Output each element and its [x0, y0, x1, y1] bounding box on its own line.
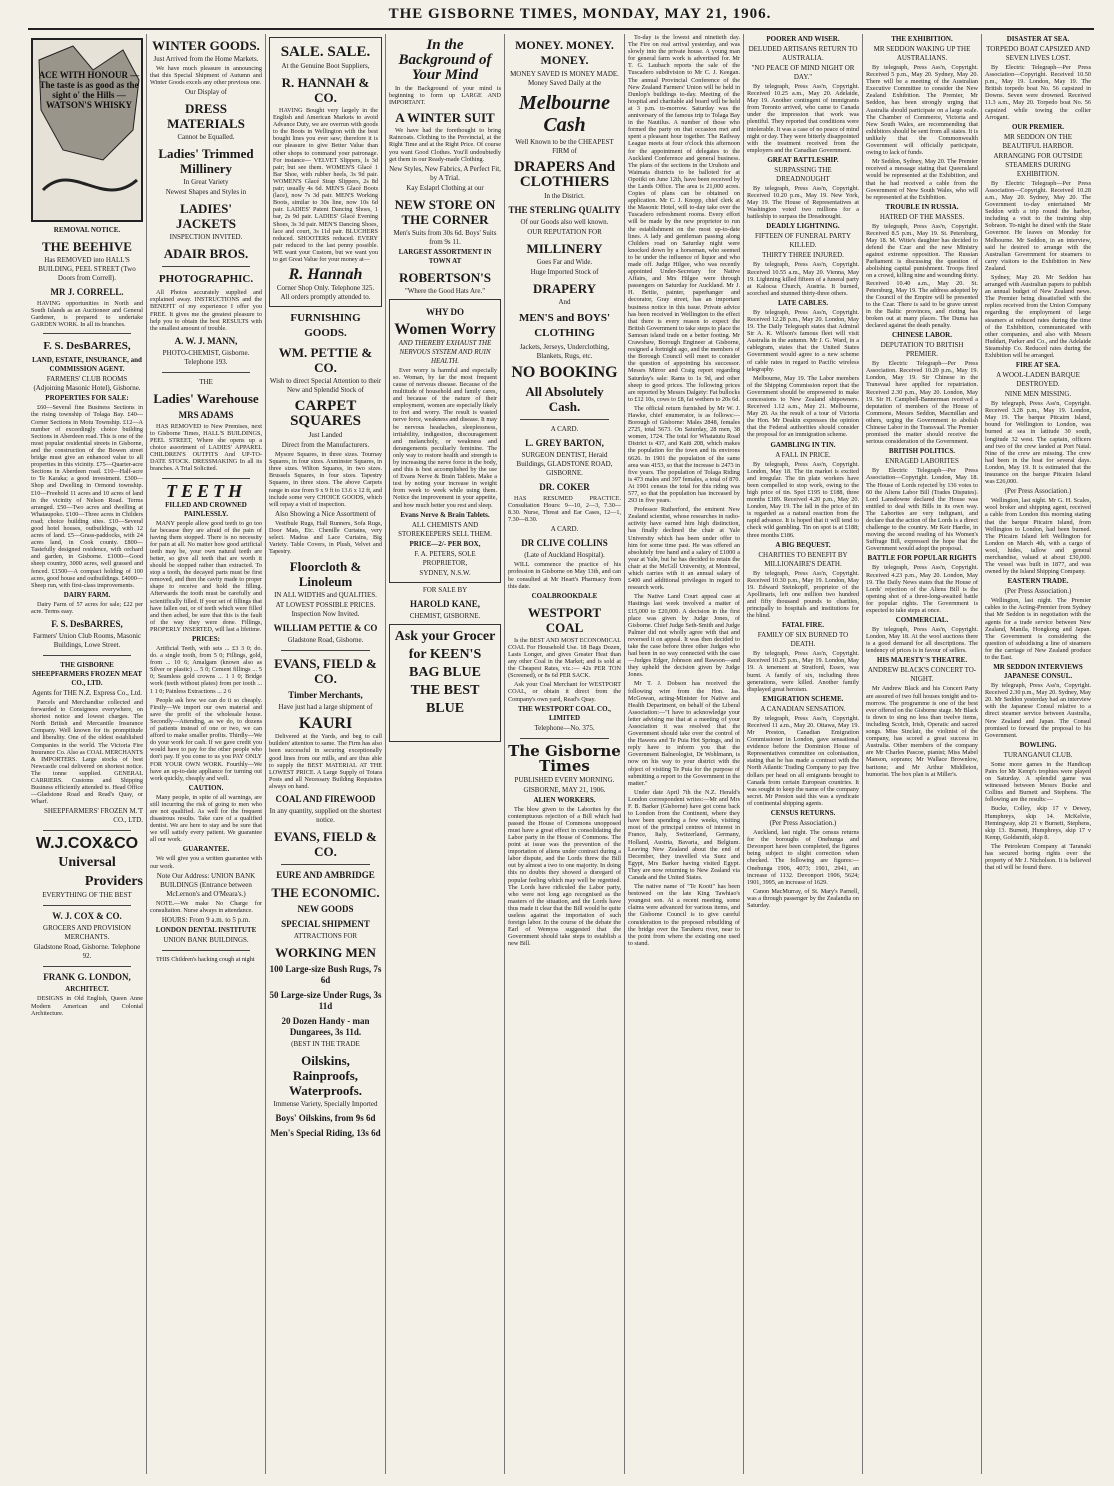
bequest-sub: CHARITIES TO BENEFIT BY MILLIONAIRE'S DEATH. [758, 550, 848, 568]
kauri-sub: Have just had a large shipment of [278, 703, 373, 712]
dairy-heading: DAIRY FARM. [63, 590, 111, 599]
removal-heading: REMOVAL NOTICE. [53, 226, 121, 234]
guarantee-heading: GUARANTEE. [182, 845, 230, 854]
barton-heading: L. GREY BARTON, [525, 438, 604, 448]
whisky-advert-logo [31, 38, 143, 222]
published-text: PUBLISHED EVERY MORNING. [514, 775, 615, 784]
mac-text: Canon MacMurray, of St. Mary's Parnell, was a through passenger by the Zealandia on Saturday. [747, 887, 859, 909]
hours-text: HOURS: From 9 a.m. to 5 p.m. [161, 915, 251, 924]
collins-sub: (Late of Auckland Hospital). [524, 551, 605, 560]
fire-sub: FAMILY OF SIX BURNED TO DEATH. [757, 631, 849, 649]
special-heading: SPECIAL SHIPMENT [281, 919, 370, 930]
politics-sub: ENRAGED LABORITES [885, 457, 959, 466]
cables-text: By telegraph, Press Ass'n, Copyright. Received 12.28 p.m., May 20. London, May 19. The Daily Telegraph states that Admiral Sir A. K. Wilson's famous fleet will visit Australia in the autumn. Mr J. G. Ward, in a cablegram, states that the United States Government would agree to a new scheme of cable rates in regard to Pacific wireless telegraphy. [747, 308, 859, 373]
ldi-sub: UNION BANK BUILDINGS. [163, 935, 249, 944]
russia-heading: TROUBLE IN RUSSIA. [885, 202, 959, 211]
chinese-text: By Electric Telegraph—Per Press Association. Received 10.20 p.m., May 19. London, May 19. Sir Chinese in the Transvaal have applied for repatriation. Received 2.30 p.m., May 20. London, May 19. Sir H. Campbell-Bannerman received a deputation of members of the House of Commons, Messrs Seddon, Macmillan and others, urging the Government to abolish Chinese Labor in the Transvaal. The Premier promised the matter should receive the serious consideration of the Government. [866, 360, 978, 446]
column-2 [147, 34, 265, 1474]
universal-heading: Universal [58, 855, 116, 871]
sheepfarmers-sign: SHEEPFARMERS' FROZEN M.'T CO., LTD. [43, 807, 143, 825]
cheapest-text: Well Known to be the CHEAPEST FIRM of [515, 138, 614, 155]
theatre-sub: ANDREW BLACK'S CONCERT TO-NIGHT. [867, 666, 977, 684]
best-text: (BEST IN THE TRADE [291, 1040, 360, 1049]
bowling-text: Some more games in the Handicap Pairs for Mr Kemp's trophies were played on Saturday. A splendid game was witnessed between Messrs Bucke and Collins and Burnett and Stephens. The following are the results:— [985, 760, 1091, 804]
cash-heading: All Absolutely Cash. [525, 384, 604, 414]
column-6 [625, 34, 743, 1474]
bush-rugs: 100 Large-size Bush Rugs, 7s 6d [269, 964, 382, 986]
background-heading: In the Background of Your Mind [398, 37, 492, 83]
caution-heading: CAUTION. [188, 783, 224, 792]
cables-text2: Melbourne, May 19. The Labor members of the Shipping Commission report that the Government should be empowered to make concessions to New Zealand shipowners. Received 1.12 a.m., May 21. Melbourne, May 20. As the result of a tour of Victoria the Hon. Mr Deakin expresses the opinion that the Federal authorities should consider the proposal for an immigration scheme. [747, 374, 859, 439]
properties-heading: PROPERTIES FOR SALE: [45, 394, 129, 403]
women-heading: Women Worry [394, 320, 496, 338]
kauri-text: Delivered at the Yards, and beg to call builders' attention to same. The Firm has also been successful in securing exceptionally good lines from our mills, and are thus able to supply the BEST MATERIAL AT THE LOWEST PRICE. A Large Supply of Totara Posts and all Necessary Building Requisites always on hand. [269, 733, 382, 790]
adams-text: HAS REMOVED to New Premises, next to Gisborne Times, HALL'S BUILDINGS, PEEL STREET, Where she opens up a choice assortment of LADIES' APPAREL CHILDREN'S OUTFITS And UP-TO-DATE STOCK. DRESSMAKING In all its branches. A Trial Solicited. [150, 422, 262, 473]
corner-text: Corner Shop Only. Telephone 325. All orders promptly attended to. [276, 284, 375, 302]
press-association-text: Wellington, last night. Mr G. H. Scales, wool broker and shipping agent, received a cable from London this morning stating that the barque Pitcairn Island, from Wellington to London, had been burned. The Pitcairn Island left Wellington for London on March 4th, with a cargo of wool, hides, tallow and general merchandise, valued at about £30,000. The vessel was built in 1877, and was owned by the Island Shipping Company. [985, 497, 1091, 576]
disaster-text: By Electric Telegraph—Per Press Association—Copyright. Received 10.50 p.m., May 19. London, May 19. The British torpedo boat No. 56 capsized in Downs. Seven were drowned. Received 11.3 a.m., May 20. Torpedo boat No. 56 capsized while towing the collier Arrogant. [985, 64, 1091, 121]
floorcloth-heading: Floorcloth & Linoleum [289, 559, 362, 590]
drapers-heading: DRAPERS And CLOTHIERS [513, 159, 616, 190]
commercial-text: By telegraph, Press Ass'n, Copyright. London, May 18. At the wool auctions there is a good demand for all descriptions. The tendency of prices is in favour of sellers. [866, 626, 978, 655]
attractions-text: ATTRACTIONS FOR [293, 932, 358, 941]
suit-sub: New Styles, New Fabrics, A Perfect Fit, by A Trial. [389, 164, 501, 182]
lightning-heading: DEADLY LIGHTNING. [766, 222, 840, 231]
teeth-sub: FILLED AND CROWNED PAINLESSLY. [165, 500, 247, 518]
ldi-heading: LONDON DENTAL INSTITUTE [155, 925, 257, 934]
also-list: Vestibule Rugs, Hall Runners, Sofa Rugs, Door Mats, Etc. Chenille Curtains, very select. Madras and Lace Curtains, Big Variety. Table Covers, in Plush, Velvet and Tapestry. [269, 519, 382, 556]
inspection-text: INSPECTION INVITED. [169, 233, 243, 242]
consul-heading: MR SEDDON INTERVIEWS JAPANESE CONSUL. [993, 663, 1083, 681]
column-4 [386, 34, 504, 1474]
poorer-sub2: "NO PEACE OF MIND NIGHT OR DAY." [751, 64, 855, 81]
battleship-text: By telegraph, Press Ass'n, Copyright. Received 10.20 p.m., May 19. New York, May 19. The House of Representatives at Washington voted two millions for a battleship to surpass the Dreadnought. [747, 184, 859, 221]
new-store-text: Men's Suits from 30s 6d. Boys' Suits from 9s 11. [393, 228, 497, 246]
working-heading: WORKING MEN [275, 945, 376, 961]
politics-text: By Electric Telegraph—Per Press Association—Copyright. London, May 18. The House of Lords rejected by 136 votes to 60 the Aliens Labor Bill (Trades Disputes). Lord Lansdowne declared the House was entitled to deal with Bills in its own way. The Laborites are very indignant, and declare that the action of the Lords is a direct challenge to the country. Mr Keir Hardie, in moving the second reading of his Women's Suffrage Bill, expressed the hope that the Government would adopt the proposal. [866, 467, 978, 553]
hannah-heading: R. HANNAH & CO. [281, 75, 370, 105]
fire-at-sea-sub2: NINE MEN MISSING. [1004, 390, 1072, 399]
gambling-text: By telegraph, Press Ass'n, Copyright. London, May 18. The tin market is excited and irregular. The tin plate workers have been compelled to stop work, owing to the high price of tin. Spot £195 to £188, three months £189. Received 4.20 p.m., May 20. London, May 19. The fall in the price of tin is regarded as a natural reaction from the rapid advance. It is hoped that it will tend to check wild gambling. Tin on spot is at £188; three months £186. [747, 460, 859, 539]
keens-advert: Ask your Grocer for KEEN'S BAG BLUE THE BEST BLUE [389, 624, 501, 742]
eastern-heading: EASTERN TRADE. [1007, 577, 1069, 586]
kay-text: Kay Eslaprl Clothing at our [406, 183, 484, 192]
date-text: GISBORNE, MAY 21, 1906. [523, 785, 606, 794]
display-text: Our Display of [185, 88, 227, 97]
floorcloth-sub: IN ALL WIDTHS and QUALITIES. [274, 591, 377, 600]
column-5 [505, 34, 624, 1474]
fire-heading: FATAL FIRE. [781, 621, 824, 630]
women-text: Ever worry is harmful and especially so. Woman, by far the most frequent cause of nervous disease. Because of the multitude of household and family cares, and because of the nature of their employment, women are especially likely to fret and worry. The result is wasted nerve force, weakness and disease. It may be nervous headaches, sleeplessness, irritability, indigestion, discouragement and melancholy, or weakness and derangements peculiarly feminine. The only way to restore health and strength is by increasing the nerve force in the body, and this is best accomplished by the use of Evans Nerve & Brain Tablets. Make a test by noting your increase in weight from week to week while using them. Notice the improvement in your appetite, and how much better you rest and sleep. [393, 366, 497, 509]
also-text: Also Showing a Nice Assortment of [275, 509, 376, 518]
separator [520, 738, 609, 739]
prices-heading: PRICES: [191, 635, 220, 643]
crowns-text: People ask how we can do it so cheaply. Firstly—We import our own material and save the profit of the wholesale house. Secondly—Attending, as we do, to dozens of patients instead of one or two, we can afford to make smaller profits. Thirdly—We do your work for cash. If we gave credit you would have to pay for the other people who don't pay. If you come to us you PAY ONLY FOR YOUR OWN WORK. Fourthly—We have an up-to-date appliance for turning out work quickly, cheaply and well. [150, 696, 262, 782]
pettie-sub: Wish to direct Special Attention to their New and Splendid Stock of [269, 377, 382, 395]
premier-sub: MR SEDDON ON THE BEAUTIFUL HARBOR. [1002, 132, 1074, 150]
oilskins-sub3: Men's Special Riding, 13s 6d [270, 1128, 381, 1139]
coal-heading: COAL AND FIREWOOD [275, 794, 376, 805]
dress-heading: DRESS MATERIALS [167, 101, 245, 132]
sheepfarmers-sub: Agents for THE N.Z. Express Co., Ltd. [31, 689, 143, 697]
evans2-heading: EVANS, FIELD & CO. [274, 829, 377, 860]
times-heading: The Gisborne Times [508, 741, 621, 775]
news-text-2: The official return furnished by Mr W. J. Hawke, chief enumerator, is as follows:—Borough of Gisborne: Males 2848, females 2725, total 5673. On Saturday, 28 men, 38 women, 1724. The total for Whatatutu Road District is 437, and Kaiti 208, which makes the population for the town and its environs 6626. In 1901 the population of the same area was 4153, so that the increase is 2473 in five years. The population of Tolaga Riding is 473 males and 397 females, a total of 870. At 1901 census the total for this riding was 577, so that the population has increased by 293 in five years. [628, 404, 740, 505]
robertson-sub: "Where the Good Hats Are." [404, 286, 486, 295]
mann-sub: PHOTO-CHEMIST, Gisborne. Telephone 193. [162, 348, 250, 366]
westport-text: Is the BEST AND MOST ECONOMICAL COAL For Household Use. 18 Bags Dozen, Lasts Longer, and gives Greater Heat than any other Coal in the Market; and is sold at the Cheapest Rates, viz.:— 42s PER TON (Screened), or 8s 6d PER SACK. [508, 636, 621, 680]
carpet-sub2: Direct from the Manufacturers. [281, 441, 370, 450]
cox2-heading: W. J. COX & CO. [52, 911, 122, 922]
beehive-heading: THE BEEHIVE [42, 239, 132, 254]
oilskins-sub: Immense Variety, Specially Imported [273, 1100, 378, 1109]
furnishing-heading: FURNISHING GOODS. [290, 312, 361, 340]
separator [43, 830, 131, 831]
winter-text: We have much pleasure in announcing that this Special Shipment of Autumn and Winter Goods excels any other previous one. [150, 65, 262, 87]
commercial-heading: COMMERCIAL. [895, 616, 949, 625]
battleship-sub: SURPASSING THE DREADNOUGHT [774, 165, 832, 183]
battle-text: By telegraph, Press Ass'n, Copyright. Received 4.23 p.m., May 20. London, May 19. The Daily News states that the House of Lords' rejection of the Aliens Bill is the opening shot of a three-long-awaited battle for popular rights. The Government is expected to take steps at once. [866, 564, 978, 614]
sheepfarmers-heading: THE GISBORNE SHEEPFARMERS FROZEN MEAT CO., LTD. [31, 661, 143, 687]
chemists-text: ALL CHEMISTS AND STOREKEEPERS SELL THEM. [398, 520, 492, 538]
winter-sub: Just Arrived from the Home Markets. [153, 55, 259, 63]
westport-tel: Telephone—No. 375. [534, 723, 595, 732]
bequest-heading: A BIG BEQUEST. [775, 540, 831, 549]
oilskins-heading: Oilskins, Rainproofs, Waterproofs. [288, 1053, 363, 1099]
timber-heading: Timber Merchants, [288, 690, 363, 701]
oilskins-sub2: Boys' Oilskins, from 9s 6d [275, 1113, 376, 1124]
barton-sub: SURGEON DENTIST, Heraid Buildings, GLADSTONE ROAD, GISBORNE. [516, 451, 613, 477]
lightning-sub: FIFTEEN OF FUNERAL PARTY KILLED. [754, 232, 852, 250]
our-reputation: OUR REPUTATION FOR [527, 228, 602, 236]
eastern-sub: (Per Press Association.) [1004, 587, 1072, 596]
coalbrookdale-heading: COALBROOKDALE [531, 591, 598, 600]
warehouse-heading: Ladies' Warehouse [153, 390, 259, 406]
theatre-text: Mr Andrew Black and his Concert Party are assured of two full houses tonight and to-morrow. The programme is one of the best ever offered on the Gisborne stage. Mr Black is down to sing no less than twelve items, including Scotch, Irish, Operatic and sacred songs. Miss Sinclair, the violinist of the company, has scored a great success in Australia. Other members of the company are Mr Charles Pascoe, pianist; Miss Mabel Manson, soprano; Mr Wallace Brownlow, baritone; and Mr Arthur Middleton, humorist. The box plan is at Miller's. [866, 685, 978, 778]
separator [43, 333, 131, 334]
fire-at-sea-heading: FIRE AT SEA. [1015, 361, 1061, 370]
news-text-7: The native name of "Te Kooti" has been bestowed on the late King Tawhiao's youngest son. At a recent meeting, some claims were advanced for various items, and the Gisborne Council is to give careful consideration to the proposed rebuilding of the bridge over the Taruheru river, near to the point from where the existing one used to stand. [628, 883, 740, 947]
separator [162, 478, 250, 479]
column-8 [863, 34, 981, 1474]
coker-text: HAS RESUMED PRACTICE. Consultation Hours: 9—10, 2—3, 7.30—8.30. Nurse, Threat and Ear Cases, 12—1, 7.30—8.30. [508, 495, 621, 524]
sterling-heading: THE STERLING QUALITY [508, 205, 621, 215]
ladies-sub: In Great Variety [183, 178, 229, 187]
poorer-text: By telegraph, Press Ass'n, Copyright. Received 10.25 a.m., May 20. Adelaide, May 19. Another contingent of immigrants from Toronto arrived, who came to Canada under the impression that work was plentiful. They reported that conditions were intolerable. It was a case of no peace of mind night or day. They were bitterly disappointed with the treatment received from the employers and the Canadian Government. [747, 83, 860, 154]
russia-text: By telegraph, Press Ass'n, Copyright. Received 8.5 p.m., May 19. St. Petersburg, May 18. M. Witte's daughter has decided to defend the Czar and the new Ministry against extreme opposition. The Russian Parliament is discussing the question of abolishing capital punishment. Troops fired on a crowd, killing nine and wounding thirty. Received 10.40 a.m., May 20. St. Petersburg, May 19. The address adopted by the Council of the Empire will be presented to the Czar. There is said to be grave unrest in the Baltic provinces, and rioting has broken out at many places. The Duma has declared against the death penalty. [866, 222, 978, 330]
whisky-logo-text: ACE WITH HONOUR — The taste is as good as the sight o' the Hills — WATSON'S WHISKY [38, 70, 140, 110]
exhibition-heading: THE EXHIBITION. [891, 35, 953, 43]
adair-heading: ADAIR BROS. [163, 246, 249, 262]
cables-heading: LATE CABLES. [777, 298, 829, 307]
masthead: THE GISBORNE TIMES, MONDAY, MAY 21, 1906. [388, 6, 772, 22]
emigration-heading: EMIGRATION SCHEME. [762, 694, 844, 703]
premier-text: By Electric Telegraph—Per Press Association—Copyright. Received 10.28 a.m., May 20. Sydney, May 20. The Government to-day entertained Mr Seddon with a trip round the harbor, including a visit to the training ship Sobraon. To-night he dined with the State Governor. He leaves on Monday for Melbourne. Mr Seddon, in an interview, said he desired to arrange with the Australian Government for steamers to carry visitors to the Exhibition in New Zealand. [985, 179, 1091, 272]
winter-goods-heading: WINTER GOODS. [152, 38, 260, 53]
bequest-text: By telegraph, Press Ass'n, Copyright. Received 10.30 p.m., May 19. London, May 19. Edward Steinkopff, proprietor of the Apollinaris, left one million two hundred and fifty thousand pounds to charities, principally to hospitals and institutions for the blind. [747, 569, 859, 620]
poorer-heading: POORER AND WISER. [766, 35, 840, 43]
press-association-label: (Per Press Association.) [1004, 487, 1072, 496]
collins-heading: DR CLIVE COLLINS [521, 538, 608, 549]
news-text-4: The Native Land Court appeal case at Hastings last week involved a matter of £15,000 to £20,000. A decision in the first place was given by Judge Jones, of Gisborne. Chief Judge Seth-Smith and Judge Palmer did not wholly agree with that and reversed it on appeal. It was then decided to take the case before three other Judges who had been in no way connected with the case—Judges Edger, Johnson and Rawson—and they upheld the decision given by Judge Jones. [628, 593, 740, 679]
russia-sub: HATRED OF THE MASSES. [879, 212, 965, 221]
kauri-heading: KAURI [298, 715, 353, 733]
melbourne-heading: Melbourne Cash [518, 92, 611, 136]
column-9 [982, 34, 1094, 1474]
huge-text: Huge Imported Stock of [530, 268, 599, 276]
hannah-text: HAVING Bought very largely in the English and American Markets to avoid Advance Duty, we are overrun with goods to the Boots in Wellington with the best bought lines you ever saw; therefore it is our pleasure to give Better Value than other shops to command your patronage. For instance— VELVET Slippers, ls 3d pair; but see them. WOMEN'S Glacé 1 Bar Shoe, with rubber heels, 3s 9d pair. WOMEN'S Glacé Strap Slippers, 2s 8d pair; usually 4s 6d. MEN'S Glacé Boots (lace), now 7s 3d pair. MEN'S Working Boots, similar to 30s line, now 10s 6d pair. LADIES' Patent Dancing Shoes, 1 bar, 2s 9d pair. LADIES' Glacé Evening Shoes, 3s 3d pair. MEN'S Dancing Shoes, lace and court, 3s 11d pair. BLUCHERS reduced. SHOOTERS reduced. EVERY pair reduced to the last penny possible. WE want your Custom, but we want you to get Great Value for your money at— [273, 107, 378, 263]
carpet-heading: CARPET SQUARES [290, 398, 361, 430]
dungarees: 20 Dozen Handy - man Dungarees, 3s 11d. [281, 1016, 370, 1038]
gambling-heading: GAMBLING IN TIN. [770, 440, 836, 449]
desbarres2-heading: F. S. DesBARRES, [51, 619, 123, 629]
column-7 [744, 34, 862, 1474]
eastern-text: Wellington, last night. The Premier cables to the Acting-Premier from Sydney that Mr Seddon is in negotiation with the agents for a trade service between New Zealand, Manila, Hongkong and Japan. The Government is considering the question of subsidising a line of steamers for the carriage of New Zealand produce to the East. [985, 597, 1091, 661]
lightning-text: By telegraph, Press Ass'n, Copyright. Received 10.55 a.m., May 20. Vienna, May 19. Lightning killed fifteen of a funeral party at Kalocsa Church, Austria. It burned, scorched and stunned thirty-three others. [747, 261, 859, 297]
ladies-heading: Ladies' Trimmed Millinery [158, 146, 254, 177]
mens-heading: MEN'S and BOYS' CLOTHING [518, 312, 611, 339]
separator [281, 864, 370, 865]
chinese-sub: DEPUTATION TO BRITISH PREMIER. [880, 341, 964, 359]
eure-heading: EURE AND AMBRIDGE [276, 870, 375, 881]
architect-heading: ARCHITECT. [65, 985, 109, 994]
fire-at-sea-sub: A WOOL-LADEN BARQUE DESTROYED. [996, 371, 1080, 389]
census-heading: CENSUS RETURNS. [770, 809, 836, 818]
dress-sub: Cannot be Equalled. [177, 133, 235, 142]
card-text: A CARD. [550, 425, 579, 433]
district-text: In the District. [544, 192, 585, 200]
guarantee-text: We will give you a written guarantee with our work. [150, 855, 262, 870]
poorer-sub: DELUDED ARTISANS RETURN TO AUSTRALIA. [748, 45, 858, 62]
money-heading: MONEY. MONEY. MONEY. [515, 38, 614, 67]
exhibition-text2: Mr Seddon, Sydney, May 20. The Premier received a message stating that Queensland would be represented at the Exhibition, and that he had received a cable from the Government of New South Wales, who will be represented at the Exhibition. [866, 158, 978, 201]
women-worry-advert [389, 299, 501, 583]
women-sub: AND THEREBY EXHAUST THE NERVOUS SYSTEM AND RUIN HEALTH. [398, 338, 492, 365]
photographic-text: All Photos accurately supplied and explained away. INSTRUCTIONS and the BENEFIT of my experience I offer you FREE. It gives me the greatest pleasure to help you to obtain the best RESULTS with the smallest amount of trouble. [150, 289, 262, 332]
alien-text: The blow given to the Laborites by the contemptuous rejection of a Bill which had passed the House of Commons unopposed must have a great effect in consolidating the Labor party in the House of Commons. The point at issue was the prevention of the importation of aliens under contract during a labor dispute, and the Lords threw the Bill out by almost a two to one majority. In doing this no doubts they showed a disregard of popular feeling which may well be regretted. The Lords have ridiculed the Labor party, who were not long ago recognised as the masters of the situation, and the Lords have thus made it clear that the Bill would be quite useless against the importation of such foreign labor. In the course of the debate the Earl of Wemyss suggested that the Government should take steps to establish a new Bill. [508, 805, 621, 948]
sheepfarmers-text: Parcels and Merchandise collected and forwarded to Consignees everywhere, on shortest notice and lowest charges. The North British and Mercantile Insurance Company. Well known for its promptitude and liberality. One of the oldest established Companies in the world. The Victoria Fire Insurance Co. Also as COAL MERCHANTS & IMPORTERS. Large stocks of best Newcastle coal delivered on shortest notice. The tonne supplied. GENERAL CARRIERS. Customs and Shipping Business efficiently attended to. Head Office—Gladstone Road and Read's Quay, or Wharf. [31, 699, 143, 806]
teeth-heading: TEETH [165, 480, 246, 501]
jackets-text: Jackets, Jerseys, Underclothing, Blankets, Rugs, etc. [519, 343, 610, 360]
premier-heading: OUR PREMIER. [1011, 122, 1065, 131]
bowling-heading: BOWLING. [1019, 740, 1057, 749]
exhibition-text: By telegraph, Press Ass'n, Copyright. Received 5 p.m., May 20. Sydney, May 20. There will be a meeting of the Australian Executive Committee to consider the New Zealand Exhibition. The Premier, Mr Seddon, has been strongly urging that Australia should participate on a large scale. The Chamber of Commerce, Victoria and New South Wales, are recommending that exhibitors should be sent from all states. It is unlikely that the Commonwealth Government will officially participate, owing to lack of funds. [866, 64, 978, 157]
desbarres2-sub: Farmers' Union Club Rooms, Masonic Buildings, Lowe Street. [32, 632, 141, 649]
economic-heading: THE ECONOMIC. [271, 885, 380, 901]
money-sub: MONEY SAVED IS MONEY MADE. Money Saved Daily at the [510, 70, 619, 87]
caution-text: Many people, in spite of all warnings, are still incurring the risk of going to men who are not qualified. As well for the frequent disastrous results. Take care of a qualified dentist. We are here to stay and be sure that we will satisfy every patient. We guarantee all our work. [150, 793, 262, 844]
petroleum-text: The Petroleum Company at Taranaki has secured boring rights over the property of Mr J. Nicholson. It is believed that oil will be found there. [985, 842, 1091, 872]
emigration-text: By telegraph, Press Ass'n, Copyright. Received 11 a.m., May 20. Ottawa, May 19. Mr Preston, Canadian Emigration Commissioner in London, gave sensational evidence before the Dominion House of Representatives committee on colonisation, stating that he has made a contract with the North Atlantic Trading Company to pay five dollars per head on all emigrants brought to Canada from certain European countries. It was sought to keep the name of the company secret. Mr Preston said this was a syndicate of continental shipping agents. [747, 714, 859, 807]
kane-heading: HAROLD KANE, [409, 598, 480, 609]
prices-text: Artificial Teeth, with sets ... £3 3 0; do. do. a single tooth, from 5 0; Fillings, gold, from ... 10 6; Amalgam (known also as Silver or plastic) ... 5 0; Cement fillings ... 5 0; Seamless gold crowns ... 1 1 0; Bridge work (teeth without plates) from per tooth ... 1 1 0; Painless Extractions ... 2 6 [150, 645, 262, 695]
card2-text: A CARD. [550, 525, 579, 534]
alien-heading: ALIEN WORKERS. [533, 795, 596, 804]
why-heading: WHY DO [426, 306, 464, 317]
lowest-text: AT LOWEST POSSIBLE PRICES. Inspection Now Invited. [275, 601, 376, 619]
census-text: Auckland, last night. The census returns for the boroughs of Onehunga and Devonport have been completed, the figures being subject to slight correction when checked. The following are figures:—Onehunga 1906, 4073; 1901, 2941, an increase of 1132. Devonport 1906, 5624; 1901, 3995, an increase of 1629. [747, 829, 859, 886]
coal-sub: In any quantity, supplied on the shortest notice. [269, 807, 382, 825]
separator [162, 372, 250, 373]
westport-text2: Ask your Coal Merchant for WESTPORT COAL, or obtain it direct from the Company's own yard, Read's Quay. [508, 681, 621, 703]
grocers-sub: Gladstone Road, Gisborne. Telephone 92. [33, 943, 141, 961]
grocers-text: GROCERS AND PROVISION MERCHANTS. [43, 924, 131, 942]
providers-heading: Providers [84, 874, 143, 890]
background-text: In the Background of your mind is beginning to form up LARGE AND IMPORTANT. [389, 85, 501, 107]
premier-text2: Sydney, May 20. Mr Seddon has arranged with Australian papers to publish an annual budget of New Zealand news. The Premier being dissatisfied with the replies received from the Union Company regarding the employment of large steamers at reduced rates during the time of the Exhibition, communicated with other companies, and also with Messrs Huddart, Parker and Co., and the Adelaide Steamship Co. Reduced rates during the Exhibition will be arranged. [985, 273, 1091, 359]
bottom-text: THIS Children's hacking cough at night [156, 955, 255, 963]
millinery-sub: Goes Far and Wide. [536, 258, 593, 266]
bowling-results: Bucke, Colley, skip 17 v Dewey, Humphreys, skip 14. McKelvie, Hemingway, skip 21 v Burnett, Stephens, skip 13. Burnett, Humphreys, skip 17 v Kemp, Goldsmith, skip 8. [985, 805, 1091, 841]
separator [520, 419, 609, 420]
london-heading: FRANK G. LONDON, [43, 972, 131, 983]
disaster-sub: TORPEDO BOAT CAPSIZED AND SEVEN LIVES LOST. [986, 45, 1090, 62]
mann-heading: A. W. J. MANN, [174, 335, 238, 346]
separator [43, 655, 131, 656]
carpet-text: Mysore Squares, in three sizes. Tournay Squares, in four sizes. Axminster Squares, in three sizes. Wilton Squares, in two sizes. Brussels Squares, in four sizes. Tapestry Squares, in three sizes. The above Carpets range in size from 9 x 9 ft to 13.6 x 12 ft, and include some very CHOICE GOODS, which will repay a visit of inspection. [269, 451, 382, 508]
under-rugs: 50 Large-size Under Rugs, 3s 11d [269, 990, 382, 1012]
theatre-heading: HIS MAJESTY'S THEATRE. [876, 656, 968, 665]
note-text: NOTE.—We make No Charge for consultation. Nurse always in attendance. [150, 899, 262, 914]
teeth-text: MANY people allow good teeth to go too far because they are afraid of the pain of having them stopped. There is no necessity for pain at all. No matter how good artificial teeth may be, your own natural teeth are better, so give all teeth that are worth it should be stopped rather than extracted. To stop a tooth, the decayed parts must be first removed, and then the cavity made to proper shape to receive and hold the filling. Afterwards the tooth must be carefully and scientifically filled. If your set of fillings that have fallen out, or of teeth which were filled and then ached, be sure that this is the fault of the way they were done. Fillings, PROPERLY INSERTED, will last a lifetime. [150, 519, 262, 633]
westport-co: THE WESTPORT COAL CO., LIMITED [517, 704, 612, 722]
shapes-text: Newest Shapes and Styles in [165, 188, 247, 197]
correll-text: HAVING opportunities in North and South Islands as an Auctioneer and General Gardener, is prepared to undertake GARDEN WORK. In all its branches. [31, 300, 143, 329]
chinese-heading: CHINESE LABOR. [892, 331, 952, 340]
pettie2-sub: Gladstone Road, Gisborne. [287, 636, 364, 645]
emigration-sub: A CANADIAN SENSATION. [760, 704, 846, 713]
booking-heading: NO BOOKING [511, 364, 618, 381]
coker-heading: DR. COKER [539, 482, 590, 492]
premier-sub2: ARRANGING FOR OUTSIDE STEAMERS DURING EXHIBITION. [993, 151, 1083, 178]
pettie2-heading: WILLIAM PETTIE & CO [273, 623, 378, 634]
hannah-signature: R. Hannah [288, 266, 363, 284]
hannah-advert [269, 37, 382, 307]
census-sub: (Per Press Association.) [769, 819, 837, 828]
price-text: PRICE—2/- PER BOX, [409, 539, 481, 548]
column-3 [266, 34, 385, 1474]
beehive-sub: Has REMOVED into HALL'S BUILDING, PEEL STREET (Two Doors from Correll). [38, 256, 136, 282]
address-text: Note Our Address: UNION BANK BUILDINGS (Entrance between McLernon's and O'Meara's.) [156, 871, 256, 898]
jackets-heading: LADIES' JACKETS [176, 201, 236, 232]
gambling-sub: A FALL IN PRICE. [775, 450, 831, 459]
news-text-5: Mr T. J. Dobson has received the following wire from the Hon. Jas. McGowan, acting-Minister for Native and Health Department, on behalf of the Liberal Association:—"I have to acknowledge your letter advising me that at a meeting of your Association it was resolved that the Government should take over the control of the Hawera and Te Puia Hot Springs, and in reply have to inform you that the Government Balneologist, Dr Wohlmann, is now on his way to your district with the object of visiting Te Puia for the purpose of submitting a report to the Government in the matter." [628, 680, 740, 787]
desbarres-sub2: FARMERS' CLUB ROOMS (Adjoining Masonic Hotel), Gisborne. [33, 375, 141, 393]
new-store-heading: NEW STORE ON THE CORNER [394, 196, 496, 227]
evans-heading: EVANS, FIELD & CO. [274, 656, 377, 687]
dairy-text: Dairy Farm of 57 acres for sale; £22 per acre. Terms easy. [31, 600, 143, 615]
architect-text: DESIGNS in Old English, Queen Anne Modern American and Colonial Architecture. [31, 995, 143, 1017]
and-text: And [558, 298, 571, 306]
politics-heading: BRITISH POLITICS. [888, 447, 956, 456]
robertson-heading: ROBERTSON'S [398, 269, 491, 285]
photographic-heading: PHOTOGRAPHIC. [158, 273, 254, 286]
disaster-heading: DISASTER AT SEA. [1006, 35, 1070, 43]
news-text-3: Professor Rutherford, the eminent New Zealand scientist, whose researches in radio-activity have earned him high distinction, has finally declined the chair at Yale University which has been under offer to him for some time past. He was offered an absolutely free hand and a salary of £1000 a year at Yale, but he has decided to retain the chair at the McGill University, at Montreal, which carries with it an annual salary of £400 and additional privileges in regard to research work. [628, 506, 740, 592]
bowling-sub: TURANGANUI CLUB. [1003, 750, 1073, 759]
column-1 [28, 34, 146, 1474]
separator [43, 966, 131, 967]
carpet-sub: Just Landed [308, 431, 343, 440]
lightning-sub2: THIRTY THREE INJURED. [762, 251, 844, 260]
adams-heading: MRS ADAMS [178, 409, 234, 420]
largest-text: LARGEST ASSORTMENT IN TOWN AT [398, 247, 492, 265]
chemist-text: CHEMIST, GISBORNE. [409, 611, 481, 620]
westport-heading: WESTPORT COAL [527, 604, 602, 635]
everything-text: EVERYTHING OF THE BEST [42, 891, 132, 900]
peters-text: F. A. PETERS, SOLE PROPRIETOR, [414, 549, 476, 567]
cox-logo: W.J.COX&CO [35, 835, 139, 853]
suit-text: We have had the forethought to bring Raincoats. Clothing to the Provincial, at the Right Time and at the Right Price. Of course you want Good Clothes. You'll undoubtedly get them in our Ready-made Clothing. [389, 127, 501, 163]
fire-at-sea-text: By telegraph, Press Ass'n, Copyright. Received 3.28 p.m., May 19. London, May 19. The barque Pitcairn Island, bound for Wellington to London, was burned at sea in latitude 30 south, longitude 32 west. The captain, officers and two of the crew landed at Port Natal. Nine of the crew are missing. The crew had been in the boat for several days. London, May 19. It is estimated that the insurance on the barque Pitcairn Island was £26,000. [985, 400, 1091, 486]
exhibition-sub: MR SEDDON WAKING UP THE AUSTRALIANS. [873, 45, 971, 62]
news-text-6: Under date April 7th the N.Z. Herald's London correspondent writes:—Mr and Mrs F. B. Barker (Gisborne) have got come back to London from the Continent, where they have been spending a few weeks, visiting most of the principal centres of interest in France, Italy, Switzerland, Germany, Holland, Austria, Bavaria, and Belgium. Leaving New Zealand about the end of December, they travelled via Suez and Egypt, Mrs Barker having visited Egypt. They are now returning to New Zealand via Canada and the United States. [628, 788, 740, 881]
separator [162, 950, 250, 951]
battleship-heading: GREAT BATTLESHIP. [767, 155, 839, 164]
battle-heading: BATTLE FOR POPULAR RIGHTS [867, 554, 977, 563]
tablets-text: Evans Nerve & Brain Tablets. [400, 510, 490, 519]
fire-text: By telegraph, Press Ass'n, Copyright. Received 10.25 p.m., May 19. London, May 19. A tenement at Stratford, Essex, was burnt. A family of six, including three generations, were killed. Another family displayed great heroism. [747, 650, 859, 693]
separator [162, 266, 250, 267]
desbarres-heading: F. S. DesBARRES, [43, 340, 131, 353]
whisky-logo-icon [33, 40, 145, 216]
collins-text: WILL commence the practice of his profession in Gisborne on May 13th, and can be consulted at Mr Heart's Pharmacy from this date. [508, 561, 621, 590]
sydney-text: SYDNEY, N.S.W. [419, 568, 471, 577]
the-label: THE [199, 377, 213, 386]
correll-heading: MR J. CORRELL. [50, 287, 124, 297]
new-goods-heading: NEW GOODS [297, 904, 354, 915]
separator [281, 650, 370, 651]
sale-heading: SALE. SALE. [280, 44, 371, 60]
boot-text: At the Genuine Boot Suppliers, [281, 62, 370, 70]
consul-text: By telegraph, Press Ass'n, Copyright. Received 2.30 p.m., May 20. Sydney, May 20. Mr Seddon yesterday had an interview with the Japanese Consul relative to a direct steamer service between Australia, New Zealand and Japan. The Consul promised to forward the proposal to his Government. [985, 682, 1091, 739]
desbarres-sub: LAND, ESTATE, INSURANCE, and COMMISSION AGENT. [32, 356, 142, 374]
sterling-sub: Of our Goods also well known. [520, 218, 609, 226]
properties-text: £60—Several fine Business Sections in the rising township of Tolaga Bay. £40—Corner Sections in Motu Township. £12—A number of exceedingly choice building Sections in Aberdeen road. This is one of the most popular residential streets in Gisborne, and the construction of the Bowen street bridge must give an enhanced value to all properties in this vicinity. £75—Quarter-acre Sections in Aberdeen road. £10—Half-acre to Te Karaka; a good investment. £300—Shop and Dwelling in Ormond township. £10—Freehold 11 acres and 10 acres of land in the vicinity of Nelson Road. Terms arranged. £50—Two acres and dwelling at Whataupoko. £100—Three acres in Childers road; choice building sites. £10—Several good hotel houses, outbuildings, with 12 acres of land. £5—Grass-paddocks, with 24 acres land, in Cook county. £800—Tastefully designed residence, with orchard and garden, in Gisborne. £1000—Good sheep country, 3000 acres, well grassed and fenced. £1500—A compact holding of 100 acres, good house and outbuildings. £4000—Sheep run, with first-class improvements. [31, 404, 143, 589]
separator [43, 905, 131, 906]
news-text-1: To-day is the lowest and ninetieth day. The Fire on real arrival yesterday, and was slowly into the private house. A young man for general farm work is advertised for. Mr T. G. Laubach reports the sale of the Tuscadero subdivision to Mr C. J. Keegan. The annual Provincial Conference of the New Zealand Farmers' Union will be held in Dunlop's buildings to-day. Meeting of the hospital and charitable aid board will be held at 3 p.m. to-morrow. Saturday was the anniversary of the famous trip to Tolaga Bay in the Nautilus. A number of those who formed the party on that occasion met and spent a pleasant hour together. The Railway League meets at four o'clock this afternoon for the appointment of delegates to the Auckland Conference and general business. The plans of the sections in the Uruhoto and Waimata districts to be balloted for at Opotiki on June 12th, have been received by the Lands Office. The area is 21,000 acres. Copies of plans can be obtained on application. Mr C. J. Knopp, chief clerk at the Masonic Hotel, will to-day take over the Tuscadero refreshment rooms. Every effort will be made by the new proprietor to run the establishment on the most up-to-date lines. A lady and gentleman passing along Childers road on Saturday night were knocked down by a horseman, who seemed to be under the influence of liquor and who made off. Judge Hilgee, who was recently appointed Under-Secretary for Native Affairs, and Mrs Hilgee were through passengers on Saturday for Auckland. Mr J. H. Bettie, painter, paperhanger and decorator, Gray street, has an important business notice in this issue. Private advice has been received in Wellington to the effect that there is every reason to expect the British Government to take steps to place the Samoan island trade on a better footing. Mr Crawshaw, Borough Engineer at Gisborne, resigned a fortnight ago, and the members of the Borough Council will meet to consider the question of appointing his successor. Messrs Mirror and Craig report regarding Saturday's sale: Rams to 1s 9d, and other sheep to good prices. The following prices are reported by Messrs Dalgety: Fat bullocks to £12 10s, cows to £8, fat wethers to 20s 6d. [628, 34, 740, 403]
pettie-heading: WM. PETTIE & CO. [278, 345, 373, 376]
winter-suit-heading: A WINTER SUIT [395, 110, 495, 126]
drapery-heading: DRAPERY [532, 281, 597, 296]
for-sale-text: FOR SALE BY [422, 585, 468, 594]
masthead-rule [28, 28, 1094, 30]
millinery-heading: MILLINERY [526, 241, 603, 256]
